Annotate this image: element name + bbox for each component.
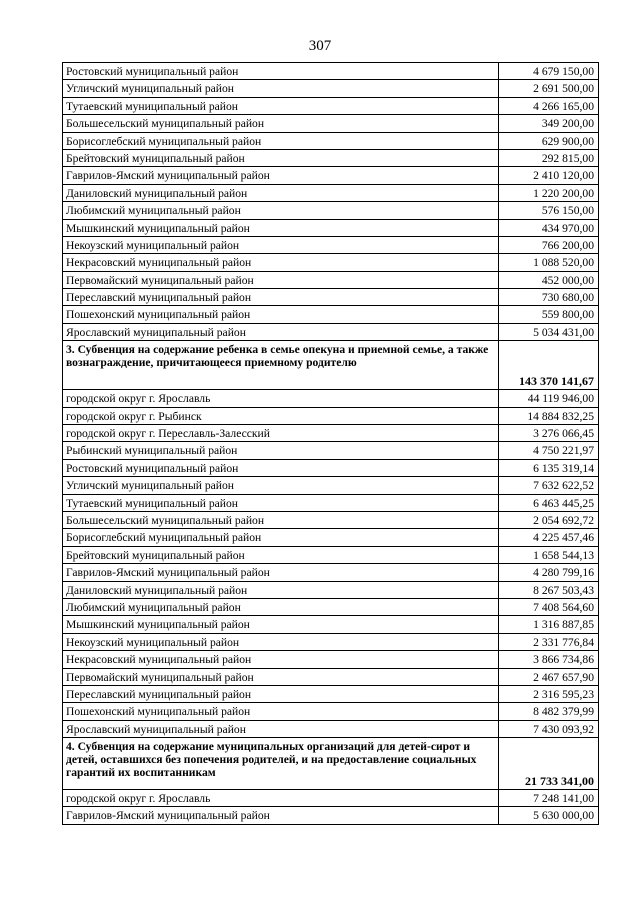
table-block-b: [63, 390, 599, 738]
table-row: [63, 271, 599, 288]
table-row: [63, 668, 599, 685]
table-row: [63, 289, 599, 306]
table-row: [63, 254, 599, 271]
municipality-name: Брейтовский муниципальный район: [63, 546, 499, 563]
subvention-table: [62, 62, 599, 825]
municipality-name: Мышкинский муниципальный район: [63, 219, 499, 236]
municipality-name: Гаврилов-Ямский муниципальный район: [63, 807, 499, 824]
amount-value: 7 430 093,92: [499, 720, 599, 737]
amount-value: 4 679 150,00: [499, 63, 599, 80]
amount-value: 2 054 692,72: [499, 511, 599, 528]
amount-value: 5 034 431,00: [499, 323, 599, 340]
municipality-name: Некоузский муниципальный район: [63, 236, 499, 253]
amount-value: 4 266 165,00: [499, 97, 599, 114]
amount-value: 730 680,00: [499, 289, 599, 306]
section-header-row: [63, 341, 599, 390]
amount-value: 629 900,00: [499, 132, 599, 149]
amount-value: 349 200,00: [499, 115, 599, 132]
amount-value: 8 267 503,43: [499, 581, 599, 598]
amount-value: 2 691 500,00: [499, 80, 599, 97]
amount-value: 6 135 319,14: [499, 459, 599, 476]
table-row: [63, 459, 599, 476]
table-row: [63, 511, 599, 528]
municipality-name: Любимский муниципальный район: [63, 202, 499, 219]
table-row: [63, 80, 599, 97]
table-row: [63, 167, 599, 184]
table-row: [63, 323, 599, 340]
table-row: [63, 219, 599, 236]
municipality-name: Переславский муниципальный район: [63, 685, 499, 702]
table-row: [63, 132, 599, 149]
table-row: [63, 63, 599, 80]
section-3: [63, 341, 599, 390]
table-row: [63, 477, 599, 494]
municipality-name: Рыбинский муниципальный район: [63, 442, 499, 459]
table-row: [63, 442, 599, 459]
municipality-name: городской округ г. Ярославль: [63, 790, 499, 807]
section-total: 21 733 341,00: [499, 738, 599, 790]
amount-value: 4 750 221,97: [499, 442, 599, 459]
amount-value: 7 248 141,00: [499, 790, 599, 807]
table-row: [63, 390, 599, 407]
municipality-name: Переславский муниципальный район: [63, 289, 499, 306]
amount-value: 434 970,00: [499, 219, 599, 236]
table-row: [63, 651, 599, 668]
amount-value: 6 463 445,25: [499, 494, 599, 511]
amount-value: 2 467 657,90: [499, 668, 599, 685]
table-row: [63, 407, 599, 424]
municipality-name: городской округ г. Переславль-Залесский: [63, 425, 499, 442]
municipality-name: Тутаевский муниципальный район: [63, 494, 499, 511]
amount-value: 1 316 887,85: [499, 616, 599, 633]
table-row: [63, 598, 599, 615]
table-row: [63, 202, 599, 219]
municipality-name: Тутаевский муниципальный район: [63, 97, 499, 114]
amount-value: 8 482 379,99: [499, 703, 599, 720]
section-header-row: [63, 738, 599, 790]
municipality-name: Большесельский муниципальный район: [63, 511, 499, 528]
amount-value: 3 866 734,86: [499, 651, 599, 668]
municipality-name: Даниловский муниципальный район: [63, 581, 499, 598]
table-row: [63, 564, 599, 581]
municipality-name: Любимский муниципальный район: [63, 598, 499, 615]
amount-value: 292 815,00: [499, 149, 599, 166]
municipality-name: Некрасовский муниципальный район: [63, 651, 499, 668]
section-title: 4. Субвенция на содержание муниципальных организаций для детей-сирот и детей, оставшихся без попечения родителей, и на предоставление социальных гарантий их воспитанникам: [63, 738, 499, 790]
amount-value: 2 316 595,23: [499, 685, 599, 702]
amount-value: 7 632 622,52: [499, 477, 599, 494]
municipality-name: Ростовский муниципальный район: [63, 63, 499, 80]
municipality-name: Борисоглебский муниципальный район: [63, 132, 499, 149]
table-row: [63, 529, 599, 546]
municipality-name: Угличский муниципальный район: [63, 80, 499, 97]
table-row: [63, 807, 599, 824]
amount-value: 766 200,00: [499, 236, 599, 253]
table-row: [63, 581, 599, 598]
municipality-name: Угличский муниципальный район: [63, 477, 499, 494]
amount-value: 5 630 000,00: [499, 807, 599, 824]
amount-value: 452 000,00: [499, 271, 599, 288]
table-block-a: [63, 63, 599, 341]
municipality-name: Ярославский муниципальный район: [63, 323, 499, 340]
municipality-name: Первомайский муниципальный район: [63, 668, 499, 685]
amount-value: 1 220 200,00: [499, 184, 599, 201]
amount-value: 7 408 564,60: [499, 598, 599, 615]
amount-value: 14 884 832,25: [499, 407, 599, 424]
municipality-name: городской округ г. Рыбинск: [63, 407, 499, 424]
amount-value: 1 088 520,00: [499, 254, 599, 271]
municipality-name: Гаврилов-Ямский муниципальный район: [63, 167, 499, 184]
amount-value: 1 658 544,13: [499, 546, 599, 563]
amount-value: 559 800,00: [499, 306, 599, 323]
table-block-c: [63, 790, 599, 825]
municipality-name: Ростовский муниципальный район: [63, 459, 499, 476]
amount-value: 3 276 066,45: [499, 425, 599, 442]
municipality-name: Некоузский муниципальный район: [63, 633, 499, 650]
table-row: [63, 184, 599, 201]
municipality-name: Даниловский муниципальный район: [63, 184, 499, 201]
table-row: [63, 633, 599, 650]
section-total: 143 370 141,67: [499, 341, 599, 390]
amount-value: 44 119 946,00: [499, 390, 599, 407]
page-number: 307: [308, 38, 332, 54]
amount-value: 2 331 776,84: [499, 633, 599, 650]
table-row: [63, 685, 599, 702]
municipality-name: Борисоглебский муниципальный район: [63, 529, 499, 546]
municipality-name: Брейтовский муниципальный район: [63, 149, 499, 166]
table-row: [63, 546, 599, 563]
section-4: [63, 738, 599, 790]
amount-value: 2 410 120,00: [499, 167, 599, 184]
section-title: 3. Субвенция на содержание ребенка в семье опекуна и приемной семье, а также вознаграждение, причитающееся приемному родителю: [63, 341, 499, 390]
municipality-name: Ярославский муниципальный район: [63, 720, 499, 737]
table-row: [63, 149, 599, 166]
amount-value: 4 225 457,46: [499, 529, 599, 546]
municipality-name: Некрасовский муниципальный район: [63, 254, 499, 271]
table-row: [63, 306, 599, 323]
table-row: [63, 425, 599, 442]
table-row: [63, 494, 599, 511]
table-row: [63, 790, 599, 807]
table-row: [63, 703, 599, 720]
municipality-name: Гаврилов-Ямский муниципальный район: [63, 564, 499, 581]
municipality-name: Пошехонский муниципальный район: [63, 306, 499, 323]
table-row: [63, 236, 599, 253]
municipality-name: Пошехонский муниципальный район: [63, 703, 499, 720]
municipality-name: Первомайский муниципальный район: [63, 271, 499, 288]
table-row: [63, 115, 599, 132]
municipality-name: городской округ г. Ярославль: [63, 390, 499, 407]
amount-value: 576 150,00: [499, 202, 599, 219]
municipality-name: Мышкинский муниципальный район: [63, 616, 499, 633]
table-row: [63, 720, 599, 737]
municipality-name: Большесельский муниципальный район: [63, 115, 499, 132]
amount-value: 4 280 799,16: [499, 564, 599, 581]
table-row: [63, 616, 599, 633]
table-row: [63, 97, 599, 114]
